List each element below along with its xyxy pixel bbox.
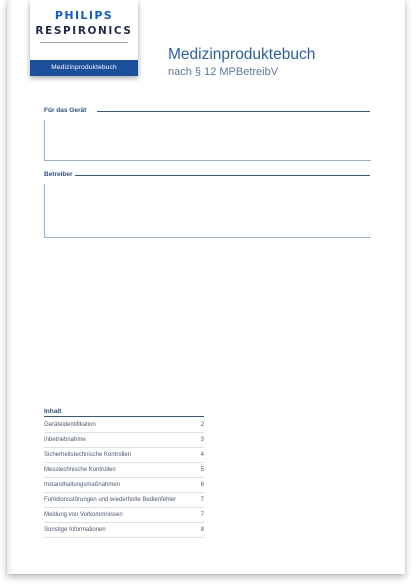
- toc-entry[interactable]: [44, 463, 204, 478]
- document-subtitle: nach § 12 MPBetreibV: [168, 66, 279, 78]
- operator-section-rule: [75, 175, 370, 176]
- toc-entry-page: 6: [200, 482, 204, 488]
- toc-entry-title: Meldung von Vorkommnissen: [44, 512, 123, 518]
- toc-entry-page: 2: [200, 422, 204, 428]
- toc-entry-page: 8: [200, 527, 204, 533]
- toc-entry-page: 7: [200, 512, 204, 518]
- toc-heading-rule: [44, 416, 204, 417]
- toc-heading: Inhalt: [44, 408, 62, 415]
- toc-entry[interactable]: [44, 433, 204, 448]
- operator-section-label: Betreiber: [44, 171, 73, 178]
- toc-entry[interactable]: [44, 523, 204, 538]
- logo-band-label: Medizinproduktebuch: [30, 60, 138, 76]
- toc-entry-page: 4: [200, 452, 204, 458]
- toc-entry-page: 7: [200, 497, 204, 503]
- toc-entry-title: Geräteidentifikation: [44, 422, 96, 428]
- device-section-label: Für das Gerät: [44, 107, 87, 114]
- toc-entry-title: Funktionsstörungen und wiederholte Bedienfehler: [44, 497, 177, 503]
- toc-entry[interactable]: [44, 448, 204, 463]
- device-section-rule: [97, 111, 370, 112]
- toc-entry[interactable]: [44, 493, 204, 508]
- document-title: Medizinproduktebuch: [168, 46, 316, 63]
- toc-entry-title: Inbetriebnahme: [44, 437, 86, 443]
- toc-entry-title: Sonstige Informationen: [44, 527, 106, 533]
- toc-entry-title: Messtechnische Kontrollen: [44, 467, 116, 473]
- toc-entry-page: 3: [200, 437, 204, 443]
- device-field[interactable]: [44, 120, 371, 161]
- toc-entry[interactable]: [44, 508, 204, 523]
- brand-logo: [30, 0, 138, 76]
- toc-entry-title: Sicherheitstechnische Kontrollen: [44, 452, 132, 458]
- toc-entry[interactable]: [44, 418, 204, 433]
- logo-subbrand-text: RESPIRONICS: [35, 25, 133, 37]
- table-of-contents: [44, 418, 204, 538]
- toc-entry-title: Instandhaltungsmaßnahmen: [44, 482, 121, 488]
- toc-entry[interactable]: [44, 478, 204, 493]
- sheet-edge-shadow: [7, 0, 13, 574]
- operator-field[interactable]: [44, 184, 371, 238]
- logo-divider: [40, 42, 128, 43]
- logo-brand-text: PHILIPS: [54, 9, 114, 22]
- toc-entry-page: 5: [200, 467, 204, 473]
